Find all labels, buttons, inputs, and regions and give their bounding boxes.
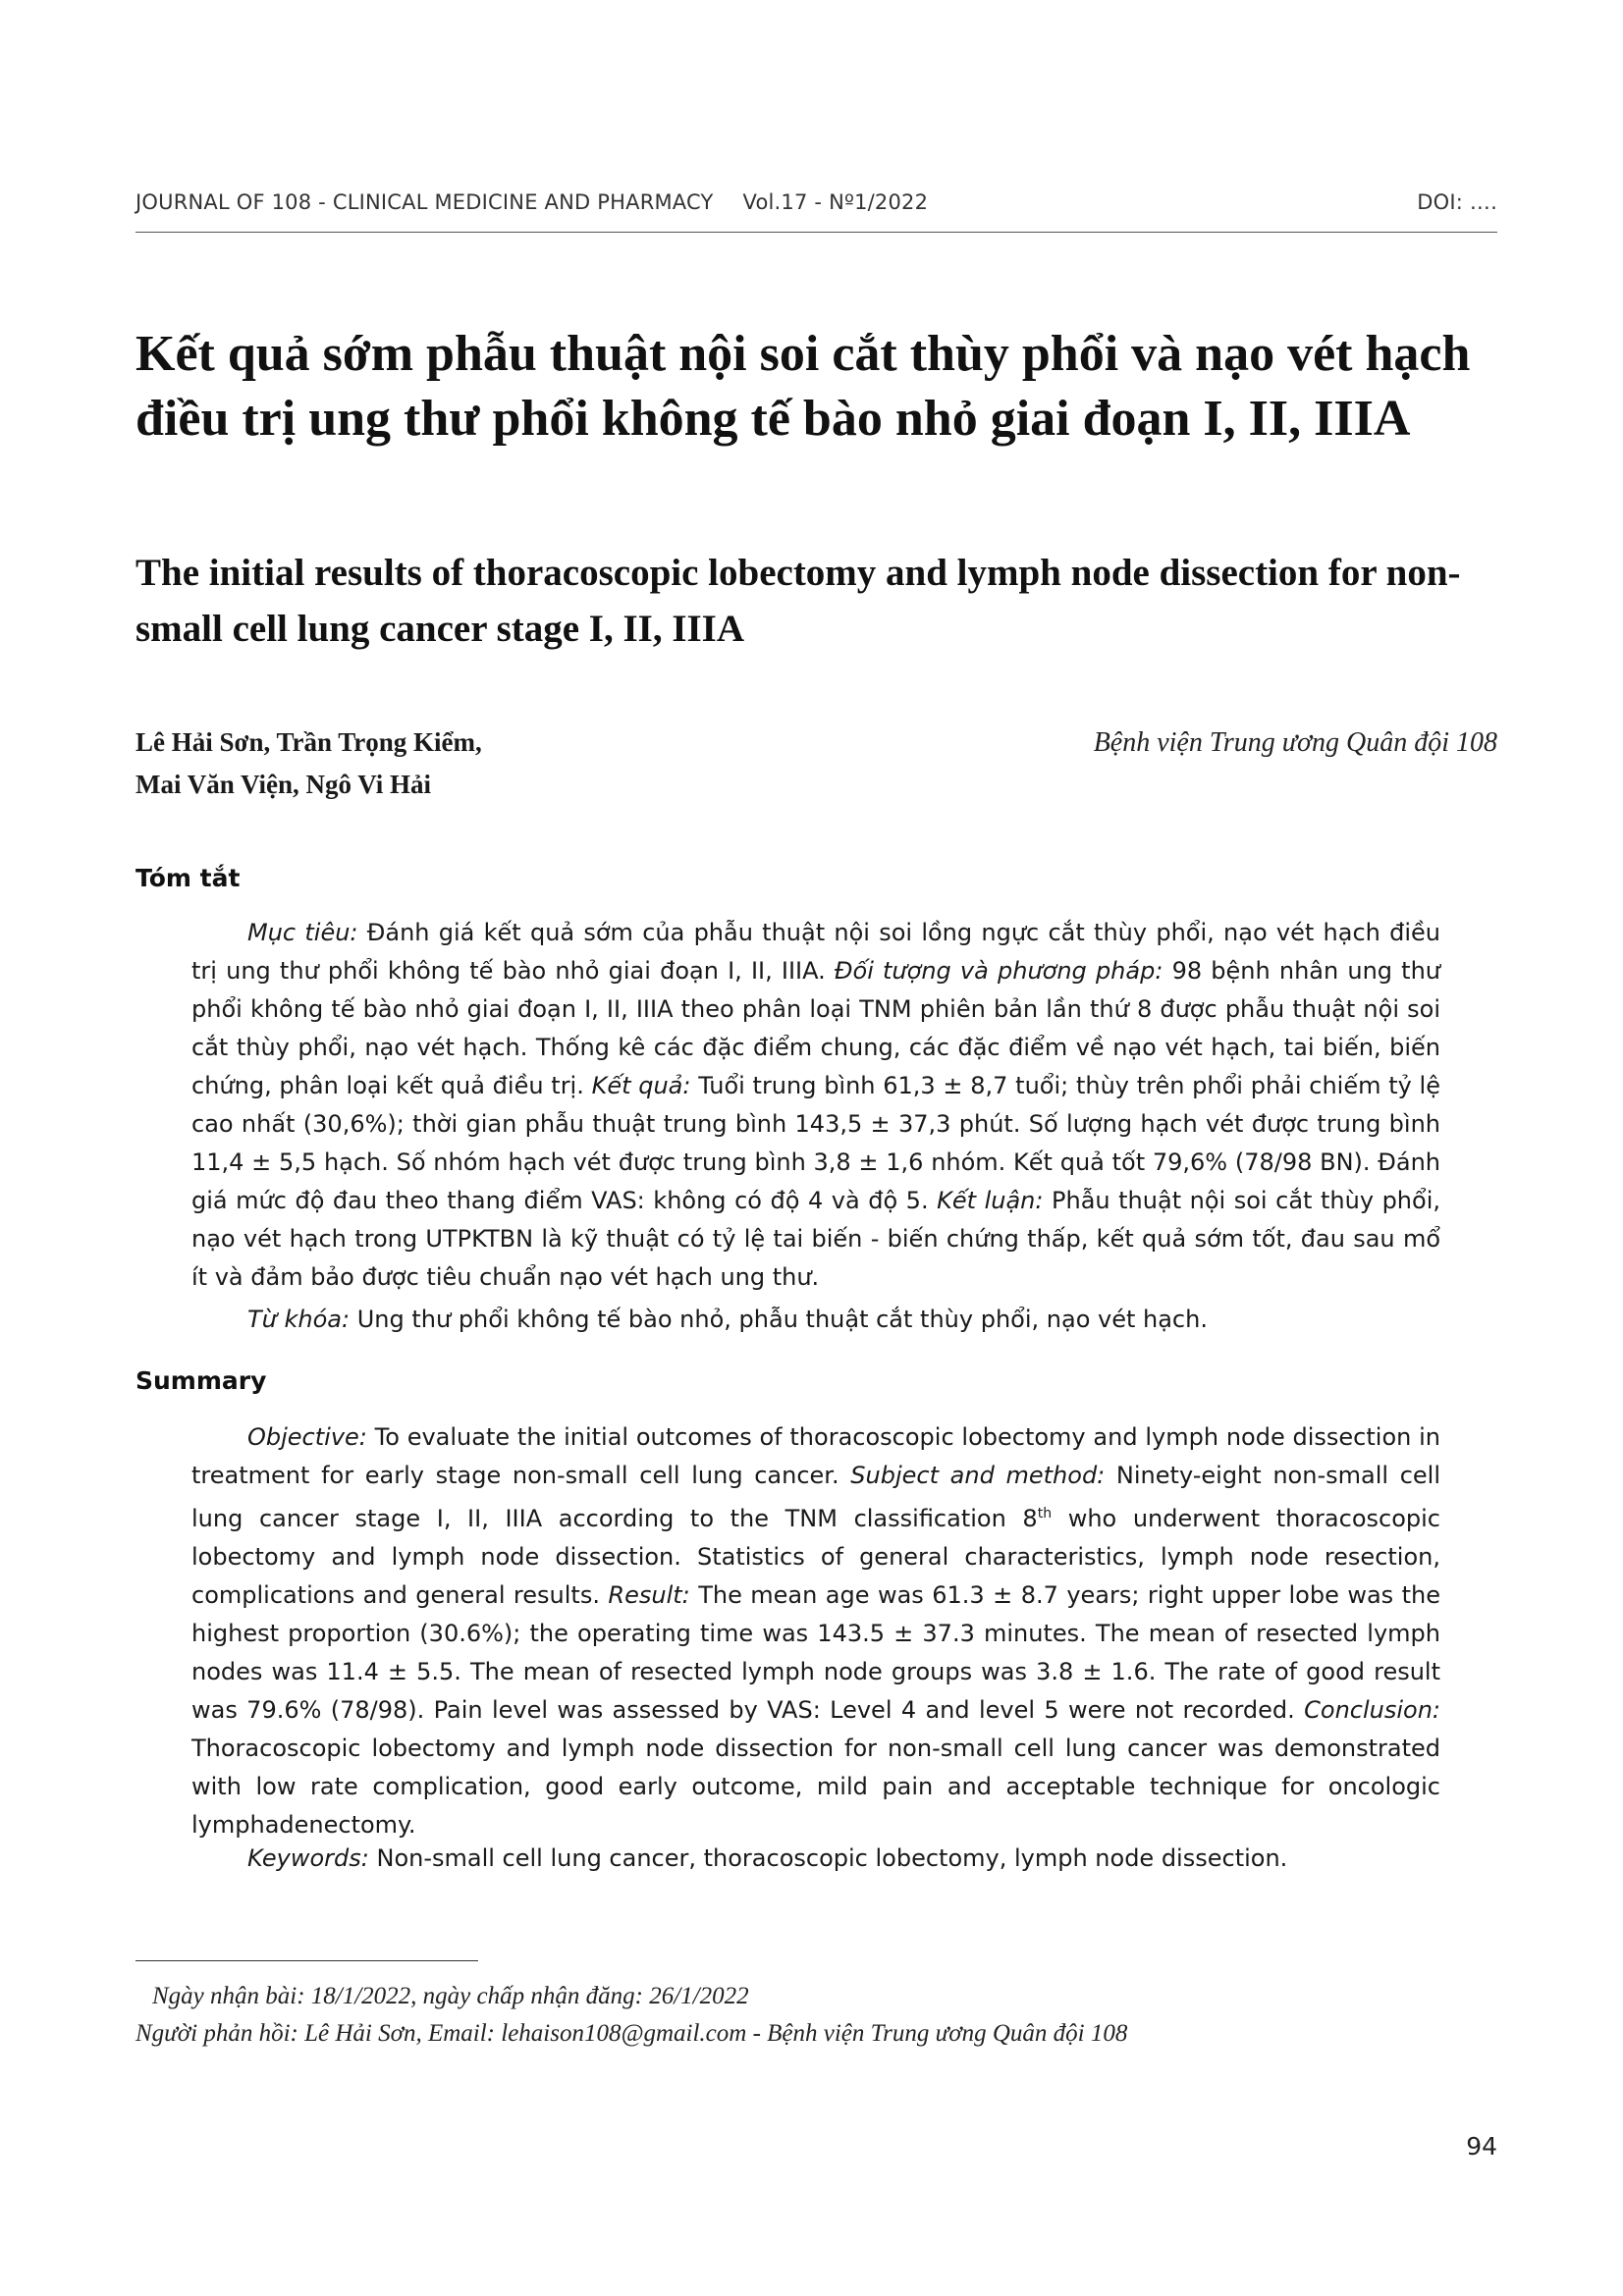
ordinal-superscript: th xyxy=(1037,1506,1053,1522)
running-header xyxy=(135,190,1497,226)
article-title-vi: Kết quả sớm phẫu thuật nội soi cắt thùy phổi và nạo vét hạch điều trị ung thư phổi không tế bào nhỏ giai đoạn I, II, IIIA xyxy=(135,326,1471,447)
article-title-en: The initial results of thoracoscopic lobectomy and lymph node dissection for non-small cell lung cancer stage I, II, IIIA xyxy=(135,552,1461,650)
abstract-vi-body: Mục tiêu: Đánh giá kết quả sớm của phẫu thuật nội soi lồng ngực cắt thùy phổi, nạo vét hạch điều trị ung thư phổi không tế bào nhỏ giai đoạn I, II, IIIA. Đối tượng và phương pháp: 98 bệnh nhân ung thư phổi không tế bào nhỏ giai đoạn I, II, IIIA theo phân loại TNM phiên bản lần thứ 8 được phẫu thuật nội soi cắt thùy phổi, nạo vét hạch. Thống kê các đặc điểm chung, các đặc điểm về nạo vét hạch, tai biến, biến chứng, phân loại kết quả điều trị. Kết quả: Tuổi trung bình 61,3 ± 8,7 tuổi; thùy trên phổi phải chiếm tỷ lệ cao nhất (30,6%); thời gian phẫu thuật trung bình 143,5 ± 37,3 phút. Số lượng hạch vét được trung bình 11,4 ± 5,5 hạch. Số nhóm hạch vét được trung bình 3,8 ± 1,6 nhóm. Kết quả tốt 79,6% (78/98 BN). Đánh giá mức độ đau theo thang điểm VAS: không có độ 4 và độ 5. Kết luận: Phẫu thuật nội soi cắt thùy phổi, nạo vét hạch trong UTPKTBN là kỹ thuật có tỷ lệ tai biến - biến chứng thấp, kết quả sớm tốt, đau sau mổ ít và đảm bảo được tiêu chuẩn nạo vét hạch ung thư. xyxy=(191,919,1441,1291)
keywords-vi: Từ khóa: Ung thư phổi không tế bào nhỏ, phẫu thuật cắt thùy phổi, nạo vét hạch. xyxy=(247,1306,1208,1333)
keywords-label-vi: Từ khóa: xyxy=(247,1306,351,1333)
page-number: 94 xyxy=(1466,2132,1497,2161)
objective-label-en: Objective: xyxy=(247,1423,367,1451)
abstract-vi-heading: Tóm tắt xyxy=(135,864,241,892)
method-label-vi: Đối tượng và phương pháp: xyxy=(825,957,1163,985)
keywords-label-en: Keywords: xyxy=(247,1844,369,1872)
objective-label-vi: Mục tiêu: xyxy=(247,919,358,946)
footnote-correspondence: Người phản hồi: Lê Hải Sơn, Email: lehaison108@gmail.com - Bệnh viện Trung ương Quân đội 108 xyxy=(135,2020,1128,2047)
method-label-en: Subject and method: xyxy=(839,1462,1106,1489)
conclusion-label-en: Conclusion: xyxy=(1294,1696,1441,1724)
journal-name: JOURNAL OF 108 - CLINICAL MEDICINE AND PHARMACY Vol.17 - Nº1/2022 xyxy=(135,190,929,214)
result-label-vi: Kết quả: xyxy=(583,1072,691,1099)
footnote-rule xyxy=(135,1960,478,1961)
abstract-en-body: Objective: To evaluate the initial outcomes of thoracoscopic lobectomy and lymph node dissection in treatment for early stage non-small cell lung cancer. Subject and method: Ninety-eight non-small cell lung cancer stage I, II, IIIA according to the TNM classification 8th who underwent thoracoscopic lobectomy and lymph node dissection. Statistics of general characteristics, lymph node resection, complications and general results. Result: The mean age was 61.3 ± 8.7 years; right upper lobe was the highest proportion (30.6%); the operating time was 143.5 ± 37.3 minutes. The mean of resected lymph nodes was 11.4 ± 5.5. The mean of resected lymph node groups was 3.8 ± 1.6. The rate of good result was 79.6% (78/98). Pain level was assessed by VAS: Level 4 and level 5 were not recorded. Conclusion: Thoracoscopic lobectomy and lymph node dissection for non-small cell lung cancer was demonstrated with low rate complication, good early outcome, mild pain and acceptable technique for oncologic lymphadenectomy. xyxy=(191,1423,1441,1839)
keywords-en: Keywords: Non-small cell lung cancer, thoracoscopic lobectomy, lymph node dissection. xyxy=(247,1844,1288,1872)
doi: DOI: …. xyxy=(1417,190,1497,214)
conclusion-label-vi: Kết luận: xyxy=(928,1187,1044,1214)
journal-volume: Vol.17 - Nº1/2022 xyxy=(742,190,929,214)
authors xyxy=(135,721,823,806)
result-label-en: Result: xyxy=(599,1581,690,1609)
authors-line-1: Lê Hải Sơn, Trần Trọng Kiểm, xyxy=(135,727,482,757)
header-rule xyxy=(135,232,1497,233)
footnote-received: Ngày nhận bài: 18/1/2022, ngày chấp nhận đăng: 26/1/2022 xyxy=(152,1983,749,2009)
abstract-en-heading: Summary xyxy=(135,1366,267,1395)
affiliation: Bệnh viện Trung ương Quân đội 108 xyxy=(1093,727,1497,758)
authors-line-2: Mai Văn Viện, Ngô Vi Hải xyxy=(135,770,432,799)
